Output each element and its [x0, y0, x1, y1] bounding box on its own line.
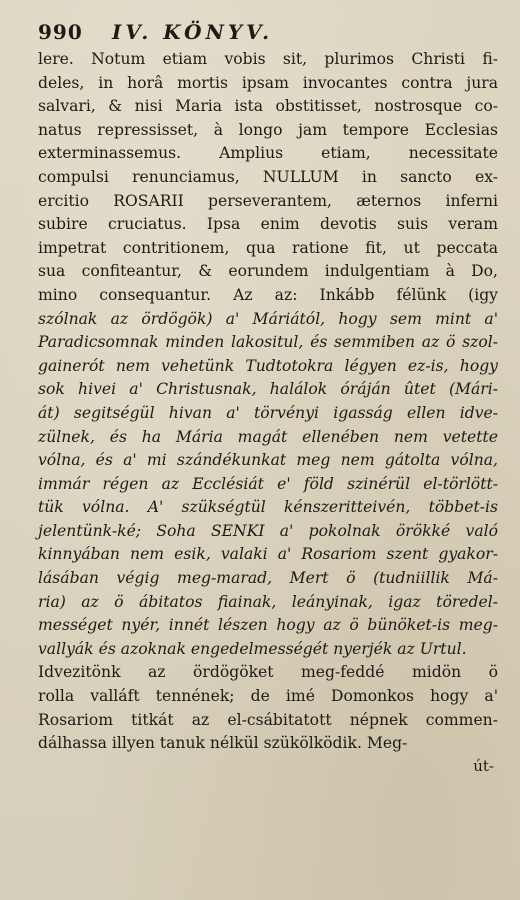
text-line: lere. Notum etiam vobis sit, plurimos Christi fi-	[38, 50, 498, 68]
text-line: kinnyában nem esik, valaki a' Rosariom szent gyakor-	[38, 545, 498, 564]
text-line: tük vólna. A' szükségtül kénszeritteivén, többet-is	[38, 498, 498, 517]
text-line: impetrat contritionem, qua ratione fit, ut peccata	[38, 238, 498, 257]
text-line: sok hivei a' Christusnak, halálok óráján ûtet (Mári-	[38, 380, 498, 399]
text-line: zülnek, és ha Mária magát ellenében nem vetette	[38, 427, 498, 446]
text-line: mino consequantur. Az az: Inkább félünk (igy	[38, 285, 498, 304]
catchword: út-	[473, 756, 494, 775]
text-line: Rosariom titkát az el-csábitatott népnek commen-	[38, 710, 498, 729]
text-line: dálhassa illyen tanuk nélkül szükölködik. Meg-	[38, 734, 408, 753]
page-header	[38, 20, 498, 46]
text-line: deles, in horâ mortis ipsam invocantes contra jura	[38, 73, 498, 92]
text-line: ercitio ROSARII perseverantem, æternos inferni	[38, 191, 498, 210]
text-line: exterminassemus. Amplius etiam, necessitate	[38, 144, 498, 163]
page-number: 990	[38, 20, 83, 44]
body-text	[38, 48, 498, 756]
text-line: mességet nyér, innét lészen hogy az ö bünöket-is meg-	[38, 616, 498, 635]
text-line: vólna, és a' mi szándékunkat meg nem gátolta vólna,	[38, 451, 498, 470]
text-line: immár régen az Ecclésiát e' föld szinérül el-törlött-	[38, 474, 498, 493]
text-line: compulsi renunciamus, NULLUM in sancto ex-	[38, 167, 498, 186]
text-line: jelentünk-ké; Soha SENKI a' pokolnak örökké való	[38, 521, 498, 540]
text-line: gainerót nem vehetünk Tudtotokra légyen ez-is, hogy	[38, 356, 498, 375]
text-line: ria) az ö ábitatos fiainak, leányinak, igaz töredel-	[38, 592, 498, 611]
text-line: szólnak az ördögök) a' Máriától, hogy sem mint a'	[38, 309, 498, 328]
text-line: sua confiteantur, & eorundem indulgentiam à Do,	[38, 262, 498, 281]
text-line: lásában végig meg-marad, Mert ö (tudniillik Má-	[38, 569, 498, 588]
text-line: natus repressisset, à longo jam tempore Ecclesias	[38, 120, 498, 139]
text-line: salvari, & nisi Maria ista obstitisset, nostrosque co-	[38, 97, 498, 116]
text-line: Paradicsomnak minden lakositul, és semmiben az ö szol-	[38, 333, 498, 352]
text-line: rolla valláft tennének; de imé Domonkos hogy a'	[38, 687, 498, 706]
text-line: Idvezitönk az ördögöket meg-feddé midön ö	[38, 663, 498, 682]
running-head: IV. KÖNYV.	[112, 20, 274, 44]
text-line: át) segitségül hivan a' törvényi igasság ellen idve-	[38, 403, 498, 422]
text-line: subire cruciatus. Ipsa enim devotis suis veram	[38, 215, 498, 234]
text-line: vallyák és azoknak engedelmességét nyerjék az Urtul.	[38, 639, 467, 658]
